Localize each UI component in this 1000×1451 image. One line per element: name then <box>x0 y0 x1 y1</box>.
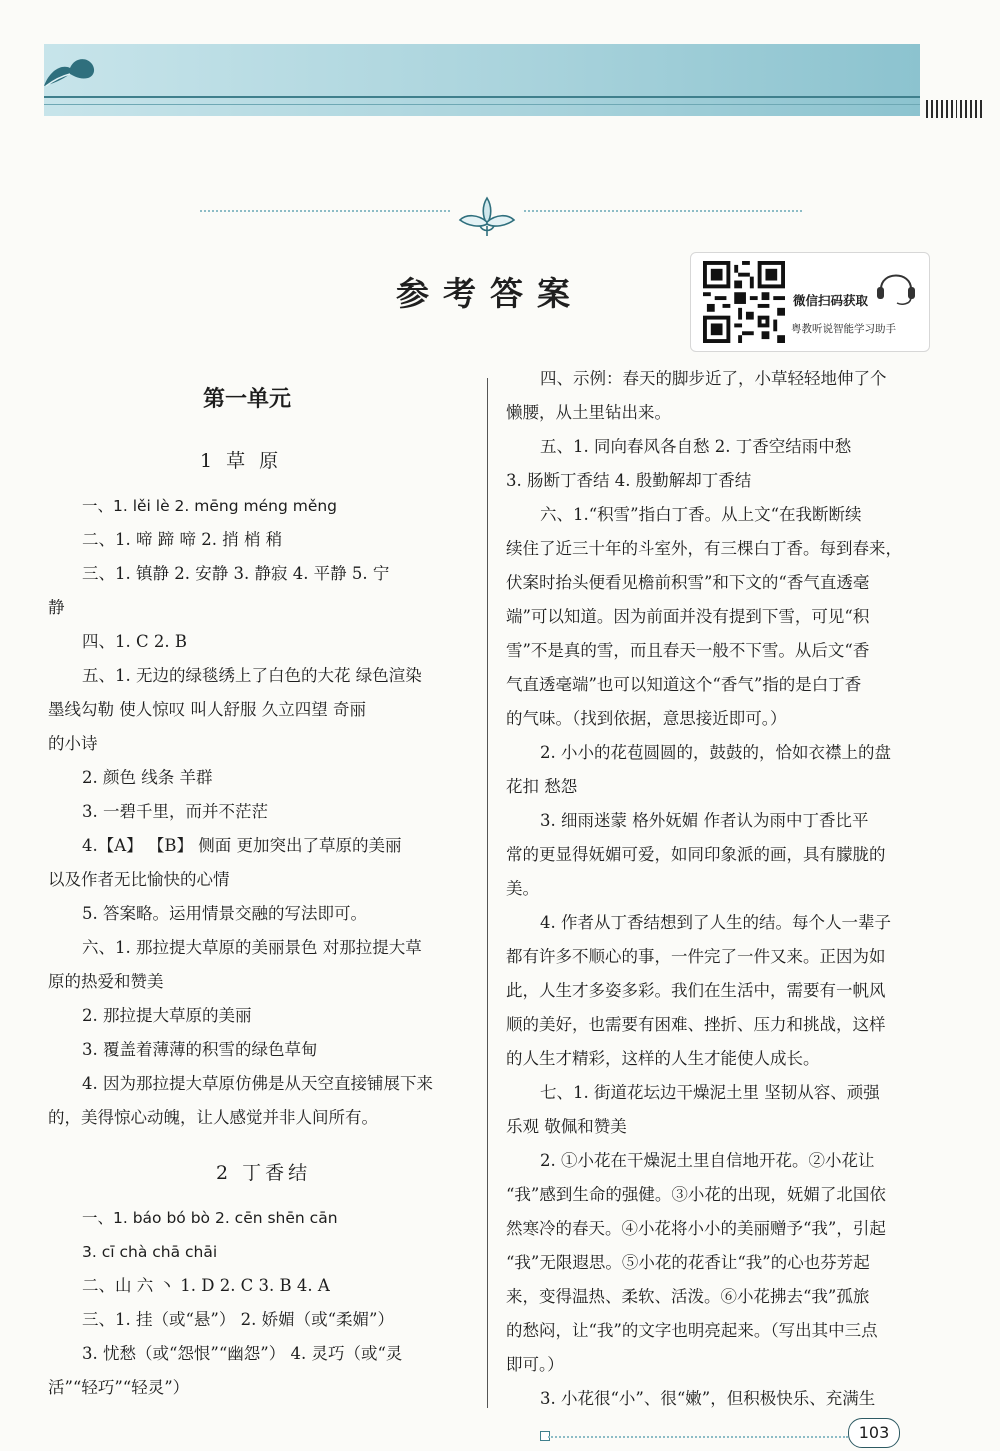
left-column <box>48 377 478 1405</box>
answer-line: 伏案时抬头便看见檐前积雪”和下文的“香气直透毫 <box>506 573 870 592</box>
qr-caption: 微信扫码获取 <box>793 293 869 308</box>
page-title: 参考答案 <box>396 274 584 313</box>
page-number: 103 <box>848 1418 900 1448</box>
leaf-logo-icon <box>40 50 100 90</box>
answer-line: 3. 细雨迷蒙 格外妩媚 作者认为雨中丁香比平 <box>540 811 869 830</box>
answer-line: 原的热爱和赞美 <box>48 972 164 991</box>
answer-line: 此，人生才多姿多彩。我们在生活中，需要有一帆风 <box>506 981 886 1000</box>
right-column <box>506 362 944 1416</box>
answer-line: 的人生才精彩，这样的人生才能使人成长。 <box>506 1049 820 1068</box>
answer-line: 二、1. 啼 蹄 啼 2. 捎 梢 稍 <box>82 530 283 549</box>
answer-line: 3. 一碧千里，而并不茫茫 <box>82 802 268 821</box>
answer-line: 来，变得温热、柔软、活泼。⑥小花拂去“我”孤旅 <box>506 1287 870 1306</box>
answer-line: 五、1. 无边的绿毯绣上了白色的大花 绿色渲染 <box>82 666 422 685</box>
answer-line: 美。 <box>506 879 539 898</box>
headset-icon <box>871 259 921 309</box>
answer-line: 端”可以知道。因为前面并没有提到下雪，可见“积 <box>506 607 870 626</box>
answer-line: 花扣 愁怨 <box>506 777 578 796</box>
answer-line: 一、1. lěi lè 2. mēng méng měng <box>82 497 338 515</box>
answer-line: 雪”不是真的雪，而且春天一般不下雪。从后文“香 <box>506 641 870 660</box>
answer-line: 顺的美好，也需要有困难、挫折、压力和挑战，这样 <box>506 1015 886 1034</box>
answer-line: 六、1. 那拉提大草原的美丽景色 对那拉提大草 <box>82 938 422 957</box>
answer-line: 2. ①小花在干燥泥土里自信地开花。②小花让 <box>540 1151 875 1170</box>
answer-line: 都有许多不顺心的事，一件完了一件又来。正因为如 <box>506 947 886 966</box>
answer-line: 2. 颜色 线条 羊群 <box>82 768 213 787</box>
answer-line: 的小诗 <box>48 734 98 753</box>
qr-subcaption: 粤教听说智能学习助手 <box>791 323 896 335</box>
answer-line: 四、1. C 2. B <box>82 632 187 651</box>
answer-line: “我”无限遐思。⑤小花的花香让“我”的心也芬芳起 <box>506 1253 870 1272</box>
answer-line: 4. 因为那拉提大草原仿佛是从天空直接铺展下来 <box>82 1074 433 1093</box>
answer-line: 一、1. báo bó bò 2. cēn shēn cān <box>82 1209 338 1227</box>
answer-line: 的，美得惊心动魄，让人感觉并非人间所有。 <box>48 1108 378 1127</box>
answer-line: 的愁闷，让“我”的文字也明亮起来。（写出其中三点 <box>506 1321 878 1340</box>
answer-line: “我”感到生命的强健。③小花的出现，妩媚了北国依 <box>506 1185 886 1204</box>
answer-line: 4. 作者从丁香结想到了人生的结。每个人一辈子 <box>540 913 891 932</box>
divider-right <box>524 210 802 213</box>
answer-line: 即可。） <box>506 1355 564 1374</box>
edge-marks <box>926 100 982 118</box>
answer-line: 3. 忧愁（或“怨恨”“幽怨”） 4. 灵巧（或“灵 <box>82 1344 403 1363</box>
lesson-title: 1 草 原 <box>200 450 283 472</box>
answer-line: 以及作者无比愉快的心情 <box>48 870 230 889</box>
answer-line: 2. 小小的花苞圆圆的，鼓鼓的，恰如衣襟上的盘 <box>540 743 891 762</box>
qr-code-icon[interactable] <box>703 261 785 343</box>
answer-line: 3. 小花很“小”、很“嫩”，但积极快乐、充满生 <box>540 1389 876 1408</box>
answer-line: 常的更显得妩媚可爱，如同印象派的画，具有朦胧的 <box>506 845 886 864</box>
answer-line: 的气味。（找到依据，意思接近即可。） <box>506 709 787 728</box>
answer-line: 四、示例：春天的脚步近了，小草轻轻地伸了个 <box>540 369 887 388</box>
answer-line: 二、山 六 丶 1. D 2. C 3. B 4. A <box>82 1276 330 1295</box>
column-separator <box>487 378 488 1408</box>
answer-line: 三、1. 镇静 2. 安静 3. 静寂 4. 平静 5. 宁 <box>82 564 390 583</box>
answer-line: 七、1. 街道花坛边干燥泥土里 坚韧从容、顽强 <box>540 1083 880 1102</box>
answer-line: 六、1.“积雪”指白丁香。从上文“在我断断续 <box>540 505 862 524</box>
answer-line: 3. 肠断丁香结 4. 殷勤解却丁香结 <box>506 471 752 490</box>
answer-line: 3. cī chà chā chāi <box>82 1243 218 1261</box>
header-rule <box>44 96 920 98</box>
answer-line: 3. 覆盖着薄薄的积雪的绿色草甸 <box>82 1040 318 1059</box>
header-band <box>44 44 920 116</box>
answer-line: 乐观 敬佩和赞美 <box>506 1117 627 1136</box>
flower-ornament-icon <box>456 192 518 238</box>
unit-title: 第一单元 <box>203 386 292 412</box>
lesson-title: 2 丁香结 <box>216 1162 312 1184</box>
answer-line: 三、1. 挂（或“悬”） 2. 娇媚（或“柔媚”） <box>82 1310 394 1329</box>
answer-line: 续住了近三十年的斗室外，有三棵白丁香。每到春来， <box>506 539 902 558</box>
answer-line: 静 <box>48 598 65 617</box>
answer-line: 5. 答案略。运用情景交融的写法即可。 <box>82 904 367 923</box>
answer-line: 然寒冷的春天。④小花将小小的美丽赠予“我”，引起 <box>506 1219 886 1238</box>
answer-line: 2. 那拉提大草原的美丽 <box>82 1006 252 1025</box>
qr-card[interactable] <box>690 252 930 352</box>
header-rule-thin <box>44 104 920 105</box>
answer-line: 活”“轻巧”“轻灵”） <box>48 1378 190 1397</box>
footer-divider <box>548 1436 848 1438</box>
answer-line: 墨线勾勒 使人惊叹 叫人舒服 久立四望 奇丽 <box>48 700 366 719</box>
divider-left <box>200 210 450 213</box>
answer-line: 五、1. 同向春风各自愁 2. 丁香空结雨中愁 <box>540 437 852 456</box>
answer-line: 懒腰，从土里钻出来。 <box>506 403 671 422</box>
answer-line: 气直透毫端”也可以知道这个“香气”指的是白丁香 <box>506 675 862 694</box>
answer-line: 4.【A】 【B】 侧面 更加突出了草原的美丽 <box>82 836 402 855</box>
